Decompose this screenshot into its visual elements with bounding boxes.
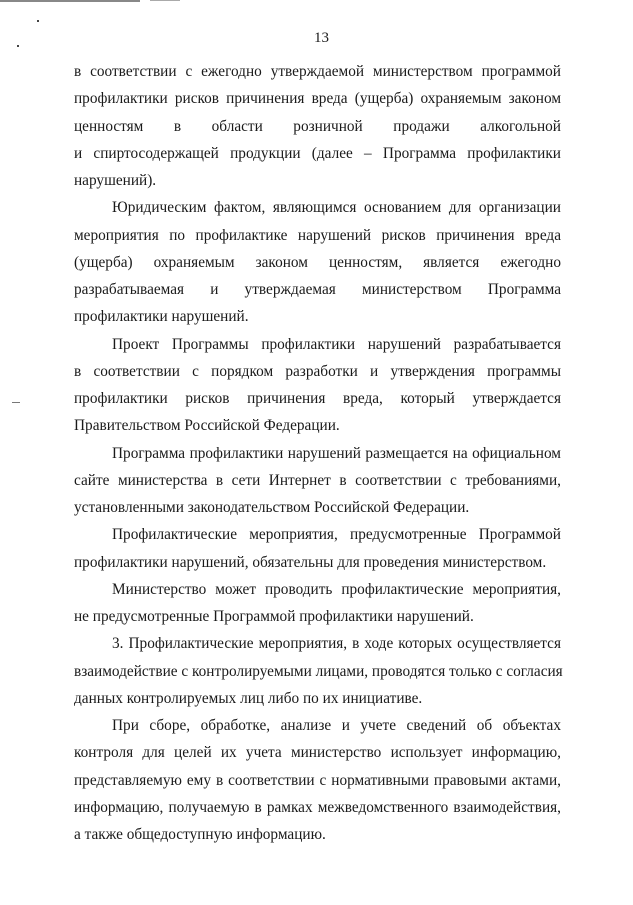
paragraph-line: мероприятия по профилактике нарушений рисков причинения вреда [74,226,561,244]
paragraph-line: 3. Профилактические мероприятия, в ходе которых осуществляется [112,635,561,653]
paragraph-line: профилактики нарушений. [74,308,249,326]
paragraph-line: Правительством Российской Федерации. [74,417,340,435]
paragraph-line: профилактики рисков причинения вреда, который утверждается [74,390,561,407]
paragraph-line: сайте министерства в сети Интернет в соответствии с требованиями, [74,471,561,489]
paragraph-line: установленными законодательством Российской Федерации. [74,499,470,516]
paragraph-line: (ущерба) охраняемым законом ценностям, является ежегодно [74,253,561,271]
page-number: 13 [314,30,329,46]
scan-artifact-line [150,0,180,1]
paragraph-line: взаимодействие с контролируемыми лицами, проводятся только с согласия [74,662,563,680]
paragraph-line: профилактики нарушений, обязательны для проведения министерством. [74,553,547,571]
paragraph-line: и спиртосодержащей продукции (далее – Программа профилактики [74,144,561,162]
paragraph-line: При сборе, обработке, анализе и учете сведений об объектах [112,717,561,734]
paragraph-line: информацию, получаемую в рамках межведомственного взаимодействия, [74,798,561,816]
scan-artifact-line [0,0,140,2]
paragraph-line: разрабатываемая и утверждаемая министерством Программа [74,281,561,298]
paragraph-line: Программа профилактики нарушений размещается на официальном [112,444,561,462]
paragraph-line: Проект Программы профилактики нарушений разрабатывается [112,335,561,353]
paragraph-line: в соответствии с ежегодно утверждаемой министерством программой [74,63,561,80]
scan-speck [12,402,20,403]
paragraph-line: Министерство может проводить профилактические мероприятия, [112,580,561,598]
paragraph-line: профилактики рисков причинения вреда (ущерба) охраняемым законом [74,90,561,108]
document-body [74,58,561,848]
paragraph-line: данных контролируемых лиц либо по их инициативе. [74,689,423,707]
paragraph-line: в соответствии с порядком разработки и утверждения программы [74,362,561,380]
paragraph-line: не предусмотренные Программой профилактики нарушений. [74,608,474,625]
paragraph-line: представляемую ему в соответствии с нормативными правовыми актами, [74,771,561,789]
paragraph-line: Профилактические мероприятия, предусмотренные Программой [112,526,561,544]
paragraph-line: ценностям в области розничной продажи алкогольной [74,117,561,135]
paragraph-line: Юридическим фактом, являющимся основанием для организации [112,199,561,217]
scan-speck [37,20,39,22]
paragraph-line: нарушений). [74,172,157,189]
paragraph-line: контроля для целей их учета министерство использует информацию, [74,744,561,762]
paragraph-line: а также общедоступную информацию. [74,826,326,843]
